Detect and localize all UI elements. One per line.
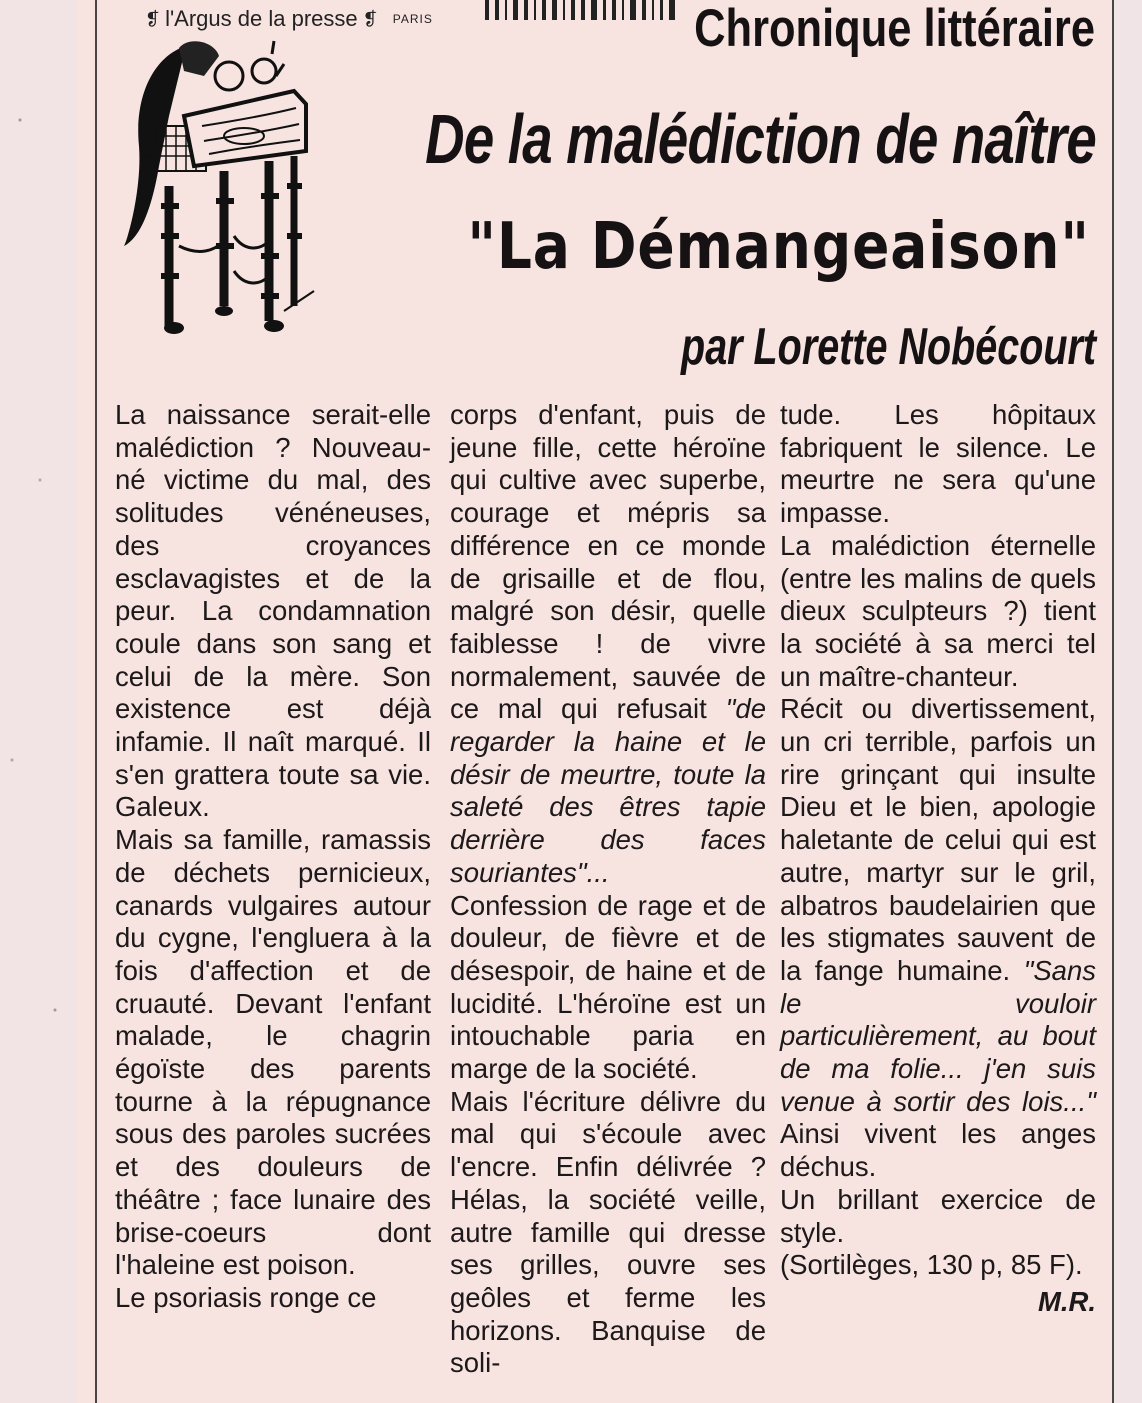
source-city: PARIS (392, 12, 433, 26)
paragraph: Confession de rage et de douleur, de fièvre et de désespoir, de haine et de lucidité. L'héroïne est un intouchable paria en marge de la société. (450, 889, 766, 1085)
paragraph: Mais l'écriture délivre du mal qui s'écoule avec l'encre. Enfin délivrée ? Hélas, la société veille, autre famille qui dresse ses grilles, ouvre ses geôles et ferme les horizons. Banquise de soli- (450, 1085, 766, 1379)
quote-mark-icon: ❡ (362, 8, 378, 29)
publication-info: (Sortilèges, 130 p, 85 F). (780, 1249, 1083, 1281)
byline-author: par Lorette Nobécourt (680, 318, 1096, 376)
scan-margin-right (1114, 0, 1142, 1403)
paragraph: tude. Les hôpitaux fabriquent le silence. Le meurtre ne sera qu'une impasse. (780, 399, 1096, 529)
paragraph: La naissance serait-elle malédiction ? Nouveau-né victime du mal, des solitudes vénéneuses, des croyances esclavagistes et de la peur. La condamnation coule dans son sang et celui de la mère. Son existence est déjà infamie. Il naît marqué. Il s'en grattera toute sa vie. Galeux. (115, 399, 431, 823)
paragraph: Récit ou divertissement, un cri terrible, parfois un rire grinçant qui insulte Dieu et le bien, apologie haletante de celui qui est autre, martyr sur le gril, albatros baudelairien que les stigmates sauvent de la fange humaine. "Sans le vouloir particulièrement, au bout de ma folie... j'en suis venue à sortir des lois..." Ainsi vivent les anges déchus. (780, 693, 1097, 1183)
paragraph: Le psoriasis ronge ce (115, 1281, 377, 1313)
clipping-edge-left (95, 0, 97, 1403)
section-kicker: Chronique littéraire (694, 0, 1095, 58)
press-source-stamp (145, 6, 433, 32)
quotation: "de regarder la haine et le désir de meurtre, toute la saleté des êtres tapie derrière des faces souriantes"... (450, 693, 767, 888)
paragraph: Mais sa famille, ramassis de déchets pernicieux, canards vulgaires autour du cygne, l'engluera à la fois d'affection et de cruauté. Devant l'enfant malade, le chagrin égoïste des parents tourne à la répugnance sous des paroles sucrées et des douleurs de théâtre ; face lunaire des brise-coeurs dont l'haleine est poison. (115, 824, 431, 1281)
source-name: l'Argus de la presse (165, 6, 358, 31)
article-column-1 (115, 399, 431, 1315)
quote-mark-icon: ❡ (145, 8, 161, 29)
paragraph: corps d'enfant, puis de jeune fille, cette héroïne qui cultive avec superbe, courage et mépris sa différence en ce monde de grisaille et de flou, malgré son désir, quelle faiblesse ! de vivre normalement, sauvée de ce mal qui refusait "de regarder la haine et le désir de meurtre, toute la saleté des êtres tapie derrière des faces souriantes"... (450, 399, 767, 888)
quotation: "Sans le vouloir particulièrement, au bout de ma folie... j'en suis venue à sortir des lois..." (780, 954, 1097, 1117)
woodcut-illustration (124, 36, 320, 336)
book-title: "La Démangeaison" (467, 210, 1090, 284)
paragraph: Un brillant exercice de style. (780, 1183, 1096, 1248)
barcode (485, 0, 675, 20)
signature-initials: M.R. (1037, 1285, 1096, 1317)
scan-margin-left (0, 0, 78, 1403)
article-column-3 (780, 399, 1096, 1319)
article-column-2 (450, 399, 766, 1380)
headline: De la malédiction de naître (425, 100, 1096, 178)
paragraph: La malédiction éternelle (entre les malins de quels dieux sculpteurs ?) tient la société à sa merci tel un maître-chanteur. (780, 529, 1096, 692)
